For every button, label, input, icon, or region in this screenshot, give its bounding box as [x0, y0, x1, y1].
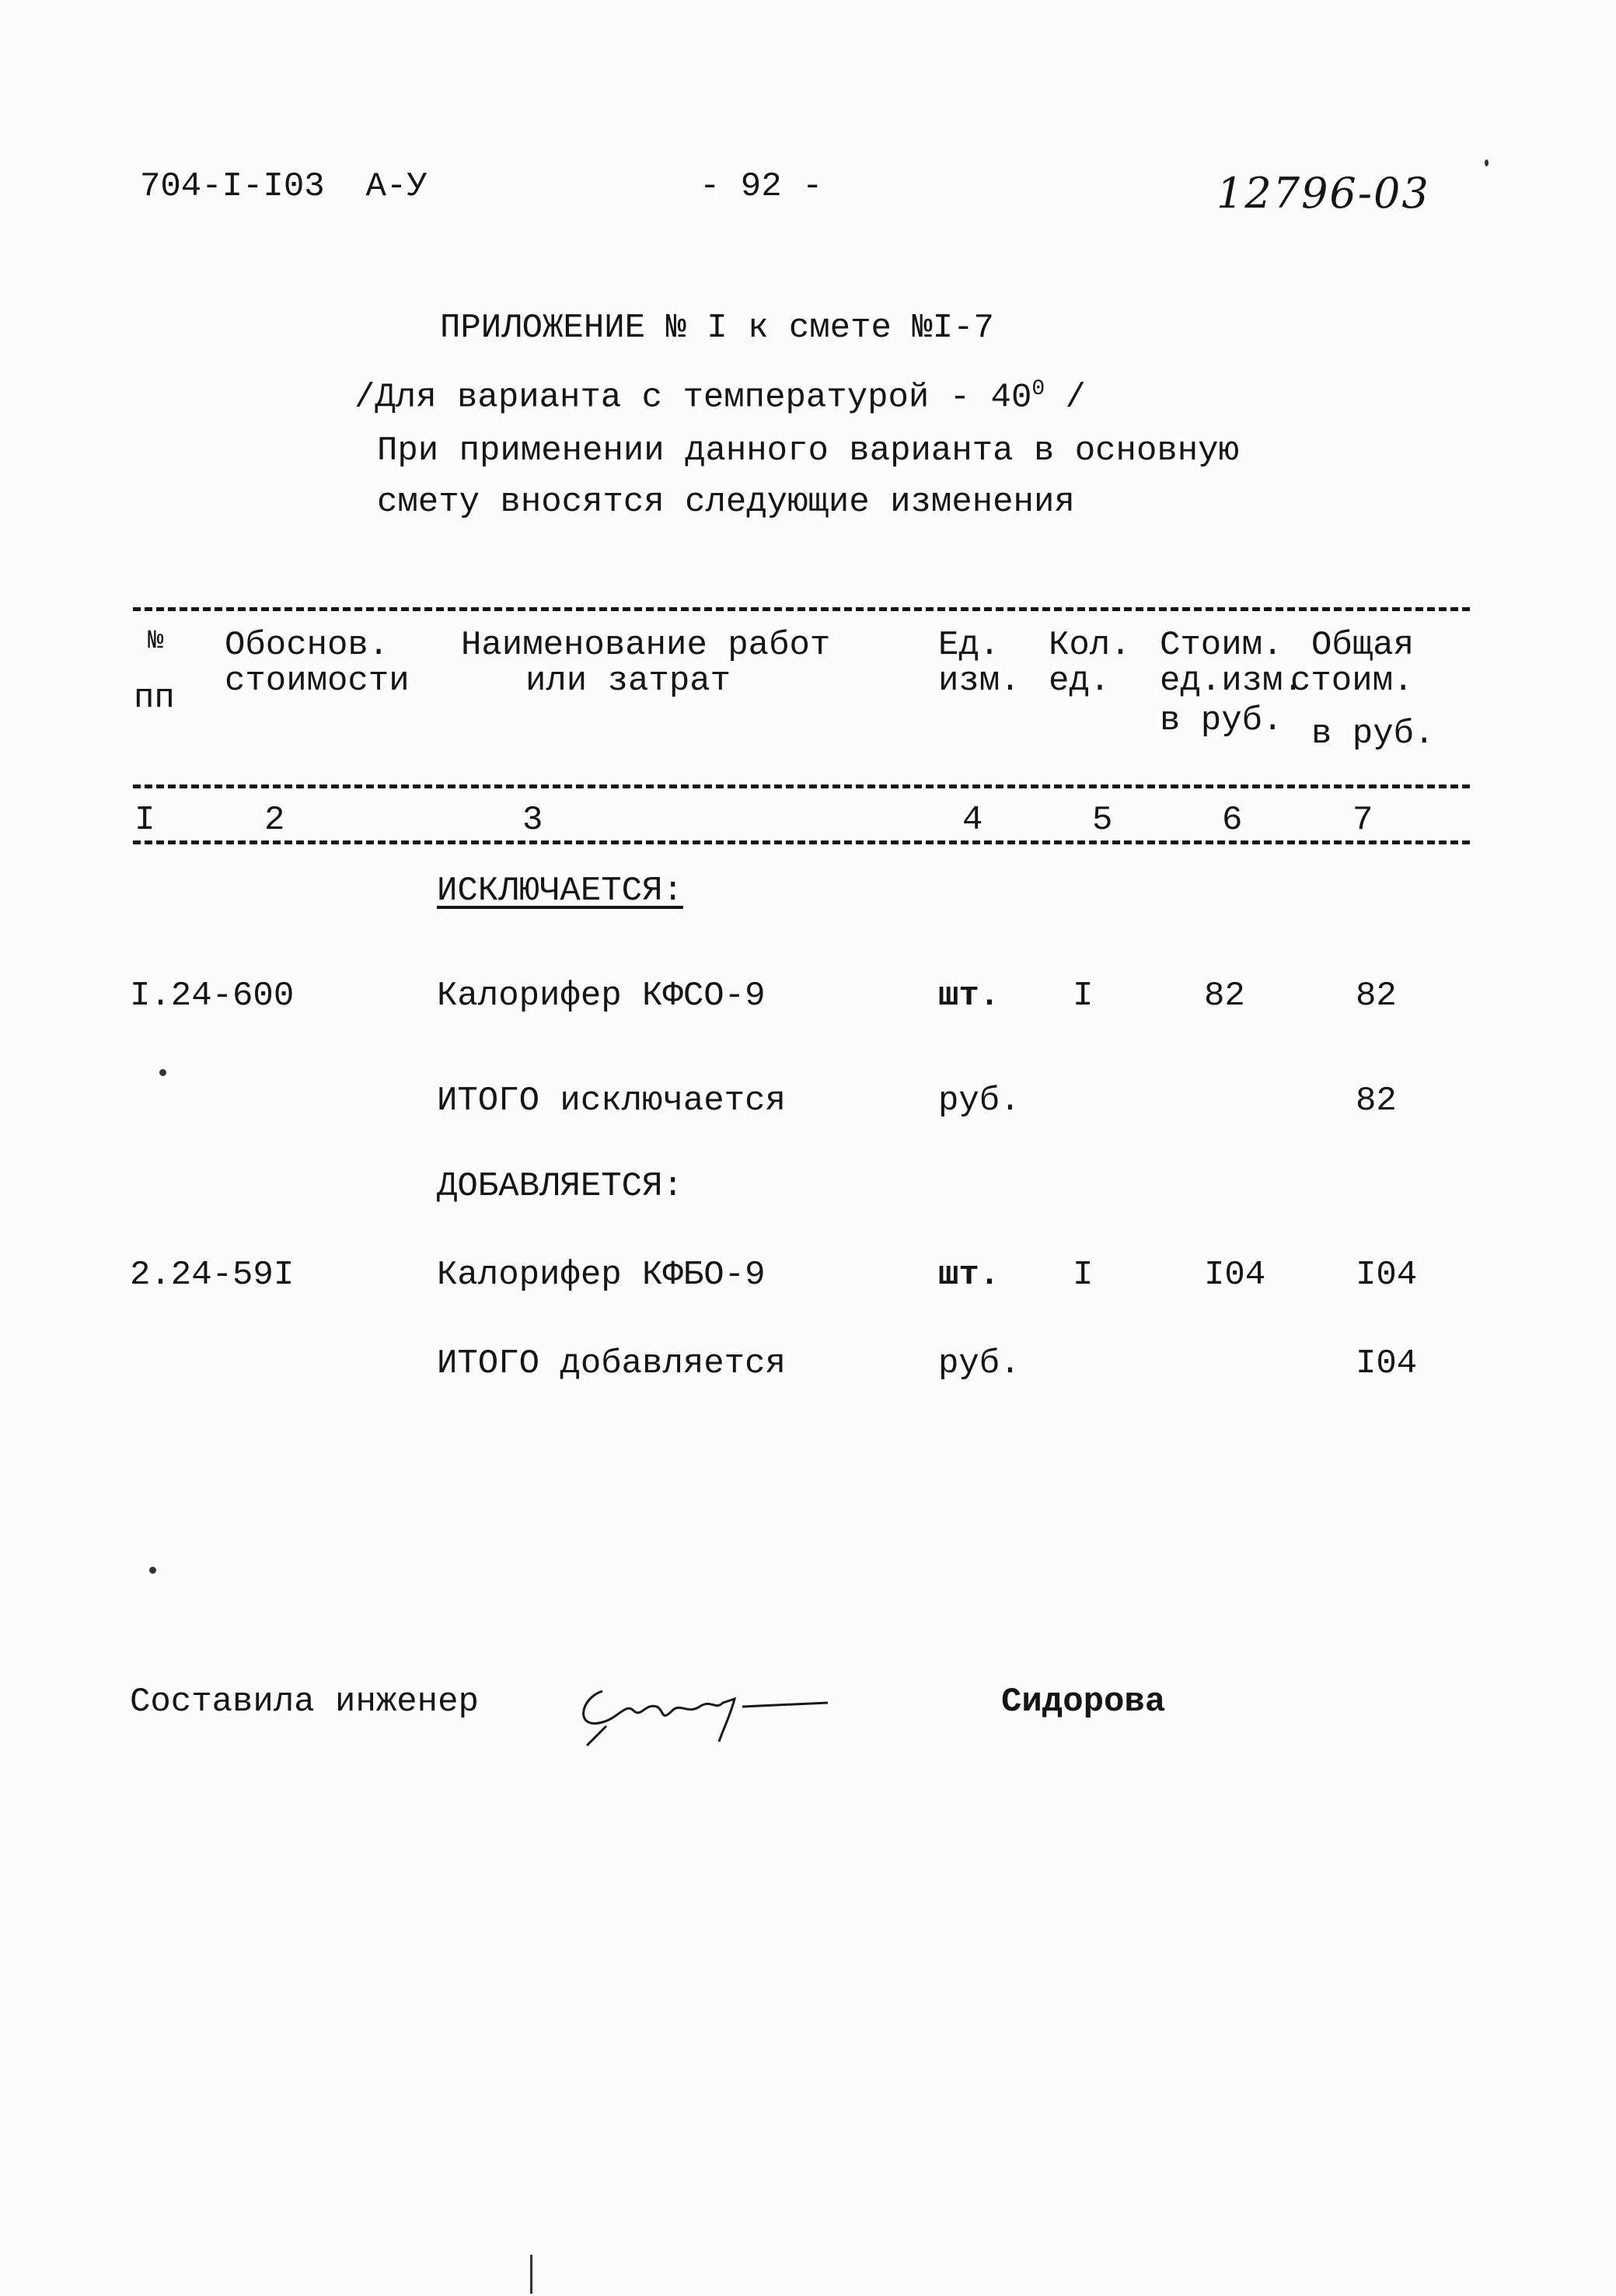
scan-speck: [159, 1069, 166, 1076]
doc-code: 704-I-I03 А-У: [140, 167, 428, 206]
signature: [571, 1668, 836, 1753]
column-numbers-divider: [133, 840, 1470, 844]
col-header-1-line2: пп: [134, 679, 175, 718]
col-header-6: Стоим.: [1160, 626, 1283, 665]
col-number: 6: [1222, 801, 1243, 840]
col-number: 2: [264, 801, 285, 840]
title-line-3: При применении данного варианта в основную: [377, 432, 1239, 470]
row-unit: шт.: [938, 977, 1000, 1015]
page-number: - 92 -: [700, 167, 823, 206]
col-header-6-line3: в руб.: [1160, 701, 1283, 740]
row-qty: I: [1073, 1256, 1094, 1295]
col-header-5-line2: ед.: [1049, 662, 1111, 701]
col-header-1: №: [148, 627, 164, 656]
col-header-3: Наименование работ: [461, 626, 831, 665]
archive-number: 12796-03: [1216, 169, 1430, 218]
compiled-by-label: Составила инженер: [130, 1683, 479, 1721]
row-code: 2.24-59I: [130, 1256, 295, 1295]
col-header-3-line2: или затрат: [525, 662, 731, 701]
compiler-name: Сидорова: [1001, 1683, 1166, 1721]
added-heading: ДОБАВЛЯЕТСЯ:: [437, 1167, 683, 1206]
col-header-4: Ед.: [938, 626, 1000, 665]
col-number: I: [134, 801, 155, 840]
row-name: Калорифер КФБО-9: [437, 1256, 766, 1295]
col-header-7: Общая: [1311, 626, 1415, 665]
total-value: I04: [1356, 1344, 1418, 1383]
total-unit: руб.: [938, 1082, 1021, 1120]
row-total: 82: [1356, 977, 1397, 1015]
row-name: Калорифер КФСО-9: [437, 977, 766, 1015]
row-code: I.24-600: [130, 977, 295, 1015]
scan-speck: [1485, 159, 1489, 166]
row-price: I04: [1204, 1256, 1266, 1295]
col-header-2-line2: стоимости: [225, 662, 410, 701]
total-label: ИТОГО исключается: [437, 1082, 786, 1120]
col-header-5: Кол.: [1049, 626, 1131, 665]
row-price: 82: [1204, 977, 1245, 1015]
header-divider: [133, 785, 1470, 788]
row-unit: шт.: [938, 1256, 1000, 1295]
total-unit: руб.: [938, 1344, 1021, 1383]
col-header-2: Обоснов.: [225, 626, 389, 665]
row-qty: I: [1073, 977, 1094, 1015]
col-header-7-line2: стоим.: [1290, 662, 1414, 701]
row-total: I04: [1356, 1256, 1418, 1295]
table-top-divider: [133, 607, 1470, 611]
col-header-4-line2: изм.: [938, 662, 1021, 701]
col-number: 3: [522, 801, 543, 840]
title-line-1: ПРИЛОЖЕНИЕ № I к смете №I-7: [440, 309, 994, 348]
title-line-2-text: /Для варианта с температурой - 40: [354, 378, 1032, 418]
scan-speck: [149, 1567, 156, 1574]
total-label: ИТОГО добавляется: [437, 1344, 786, 1383]
total-value: 82: [1356, 1082, 1397, 1120]
col-number: 4: [962, 801, 983, 840]
excluded-heading: ИСКЛЮЧАЕТСЯ:: [437, 872, 683, 910]
title-line-4: смету вносятся следующие изменения: [377, 483, 1075, 522]
col-number: 7: [1352, 801, 1373, 840]
title-line-2: [354, 377, 1086, 418]
col-header-7-line3: в руб.: [1311, 715, 1435, 753]
title-line-2-suffix: /: [1045, 378, 1086, 418]
col-number: 5: [1092, 801, 1113, 840]
degree-superscript: 0: [1031, 377, 1045, 401]
col-header-6-line2: ед.изм.: [1160, 662, 1304, 701]
scan-speck: [530, 2255, 532, 2294]
